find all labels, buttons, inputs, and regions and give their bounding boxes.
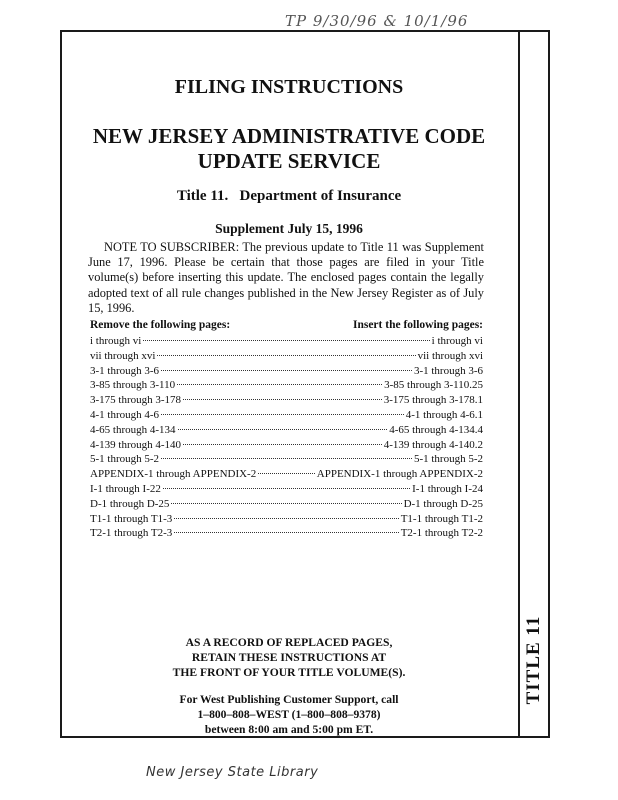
page-list-row (90, 423, 483, 438)
leader-dots (174, 518, 398, 519)
remove-pages: APPENDIX-1 through APPENDIX-2 (90, 468, 257, 481)
handwritten-note: TP 9/30/96 & 10/1/96 (285, 12, 469, 30)
insert-pages: D-1 through D-25 (403, 497, 483, 510)
title-tab (518, 610, 550, 710)
leader-dots (163, 488, 410, 489)
remove-pages: 4-1 through 4-6 (90, 408, 160, 421)
leader-dots (161, 458, 412, 459)
insert-pages: 4-1 through 4-6.1 (405, 408, 483, 421)
library-stamp: New Jersey State Library (146, 765, 319, 780)
leader-dots (258, 473, 315, 474)
code-heading-line2: UPDATE SERVICE (197, 149, 381, 173)
leader-dots (177, 384, 382, 385)
page-list-row (90, 334, 483, 349)
filing-instructions-heading: FILING INSTRUCTIONS (174, 76, 404, 98)
leader-dots (183, 399, 382, 400)
insert-pages: 3-175 through 3-178.1 (383, 394, 483, 407)
remove-pages: i through vi (90, 335, 142, 347)
page-list-row (90, 349, 483, 364)
remove-pages: I-1 through I-22 (90, 482, 161, 495)
page-list-row (90, 378, 483, 393)
record-line: AS A RECORD OF REPLACED PAGES, (185, 636, 393, 649)
record-instructions (60, 635, 518, 680)
page-list-row (90, 482, 483, 497)
leader-dots (171, 503, 401, 504)
insert-pages: I-1 through I-24 (412, 482, 483, 495)
insert-column-heading: Insert the following pages: (352, 319, 483, 331)
insert-pages: 5-1 through 5-2 (413, 453, 483, 466)
leader-dots (157, 355, 415, 356)
support-line: For West Publishing Customer Support, call (179, 693, 399, 706)
page-list-row (90, 364, 483, 379)
insert-pages: T2-1 through T2-2 (400, 527, 483, 540)
page-list-row (90, 393, 483, 408)
subscriber-note: NOTE TO SUBSCRIBER: The previous update to Title 11 was Supplement June 17, 1996. Please be certain that those pages are filed in your Title volume(s) before inserting this update. The enclosed pages contain the legally adopted text of all rule changes published in the New Jersey Register as of July 15, 1996. (88, 240, 484, 315)
insert-pages: T1-1 through T1-2 (400, 512, 483, 525)
page-list (90, 334, 483, 541)
record-line: THE FRONT OF YOUR TITLE VOLUME(S). (172, 666, 406, 679)
support-hours: between 8:00 am and 5:00 pm ET. (204, 723, 374, 736)
remove-pages: T1-1 through T1-3 (90, 512, 173, 525)
support-phone: 1–800–808–WEST (1–800–808–9378) (197, 708, 381, 721)
remove-pages: D-1 through D-25 (90, 497, 170, 510)
remove-column-heading: Remove the following pages: (90, 319, 231, 331)
leader-dots (161, 414, 404, 415)
title-tab-label: TITLE 11 (523, 615, 544, 705)
code-heading-line1: NEW JERSEY ADMINISTRATIVE CODE (92, 124, 486, 148)
insert-pages: 3-85 through 3-110.25 (384, 379, 483, 392)
remove-pages: vii through xvi (90, 349, 156, 362)
insert-pages: vii through xvi (417, 349, 483, 362)
page-list-row (90, 438, 483, 453)
remove-pages: 4-65 through 4-134 (90, 423, 176, 436)
insert-pages: 3-1 through 3-6 (413, 364, 483, 377)
remove-pages: 4-139 through 4-140 (90, 438, 182, 451)
insert-pages: i through vi (431, 335, 483, 347)
remove-pages: 3-175 through 3-178 (90, 394, 182, 407)
page-list-row (90, 497, 483, 512)
remove-pages: T2-1 through T2-3 (90, 527, 173, 540)
leader-dots (143, 340, 429, 341)
insert-pages: APPENDIX-1 through APPENDIX-2 (316, 468, 483, 481)
customer-support (60, 692, 518, 737)
page-list-row (90, 526, 483, 541)
page-list-row (90, 467, 483, 482)
leader-dots (178, 429, 388, 430)
page-list-row (90, 408, 483, 423)
record-line: RETAIN THESE INSTRUCTIONS AT (191, 651, 387, 664)
remove-pages: 3-1 through 3-6 (90, 364, 160, 377)
leader-dots (174, 532, 398, 533)
remove-pages: 3-85 through 3-110 (90, 379, 176, 392)
supplement-date: Supplement July 15, 1996 (215, 221, 363, 236)
remove-pages: 5-1 through 5-2 (90, 453, 160, 466)
leader-dots (183, 444, 382, 445)
page-list-row (90, 512, 483, 527)
insert-pages: 4-65 through 4-134.4 (389, 423, 483, 436)
insert-pages: 4-139 through 4-140.2 (383, 438, 483, 451)
title-heading: Title 11. Department of Insurance (176, 188, 402, 204)
page-list-row (90, 452, 483, 467)
leader-dots (161, 370, 412, 371)
